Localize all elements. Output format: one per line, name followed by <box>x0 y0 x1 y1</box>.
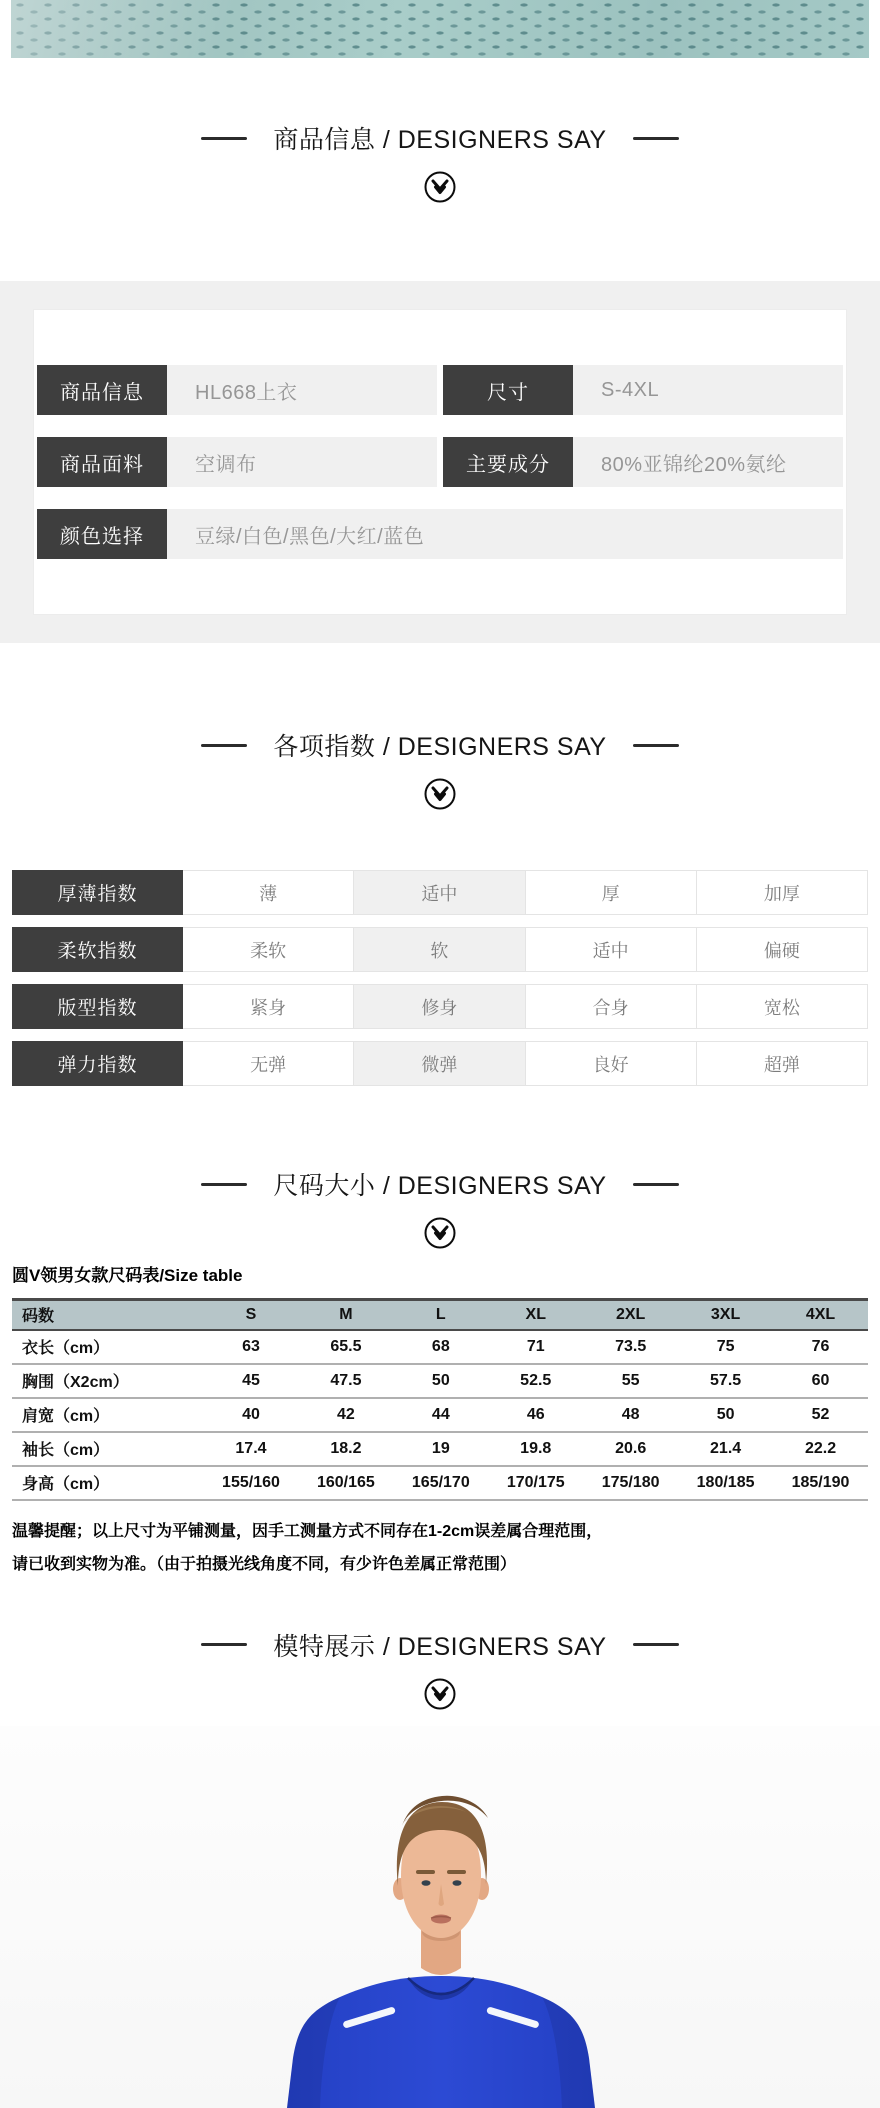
size-cell: 68 <box>393 1330 488 1364</box>
info-label: 商品面料 <box>37 437 167 487</box>
size-header-cell: 2XL <box>583 1300 678 1330</box>
info-label: 商品信息 <box>37 365 167 415</box>
size-header-cell: S <box>204 1300 299 1330</box>
size-row <box>12 1466 868 1500</box>
index-row <box>12 1041 868 1086</box>
size-header-cell: 3XL <box>678 1300 773 1330</box>
index-cell: 超弹 <box>697 1041 868 1086</box>
size-cell: 180/185 <box>678 1466 773 1500</box>
model-photo <box>0 1726 880 2108</box>
size-cell: 42 <box>298 1398 393 1432</box>
info-label: 颜色选择 <box>37 509 167 559</box>
fabric-texture-image <box>11 0 869 58</box>
header-dash-right <box>633 1643 679 1646</box>
size-cell: 165/170 <box>393 1466 488 1500</box>
index-cell: 柔软 <box>183 927 354 972</box>
size-cell: 60 <box>773 1364 868 1398</box>
size-note-line: 温馨提醒；以上尺寸为平铺测量，因手工测量方式不同存在1-2cm误差属合理范围， <box>12 1522 603 1540</box>
size-row-label: 胸围（X2cm） <box>12 1364 204 1398</box>
section-header-size <box>0 1166 880 1202</box>
size-table-caption: 圆V领男女款尺码表/Size table <box>12 1266 243 1285</box>
info-row <box>37 365 843 415</box>
section-header-model <box>0 1627 880 1663</box>
size-cell: 185/190 <box>773 1466 868 1500</box>
info-value: HL668上衣 <box>167 365 437 415</box>
size-cell: 18.2 <box>298 1432 393 1466</box>
size-cell: 155/160 <box>204 1466 299 1500</box>
index-cell: 偏硬 <box>697 927 868 972</box>
index-label: 弹力指数 <box>12 1041 183 1086</box>
size-cell: 65.5 <box>298 1330 393 1364</box>
index-table <box>12 870 868 1086</box>
size-cell: 50 <box>393 1364 488 1398</box>
chevron-down-icon[interactable] <box>422 776 458 812</box>
size-cell: 50 <box>678 1398 773 1432</box>
info-value: 豆绿/白色/黑色/大红/蓝色 <box>167 509 843 559</box>
section-title: 模特展示 / DESIGNERS SAY <box>273 1632 607 1661</box>
size-note-line: 请已收到实物为准。（由于拍摄光线角度不同，有少许色差属正常范围） <box>12 1555 517 1573</box>
header-dash-left <box>201 137 247 140</box>
model-photo-illustration <box>0 1726 880 2108</box>
size-cell: 19 <box>393 1432 488 1466</box>
size-cell: 22.2 <box>773 1432 868 1466</box>
size-cell: 52 <box>773 1398 868 1432</box>
index-cell: 合身 <box>526 984 697 1029</box>
size-cell: 175/180 <box>583 1466 678 1500</box>
header-dash-right <box>633 744 679 747</box>
index-cell: 软 <box>354 927 525 972</box>
index-cell: 紧身 <box>183 984 354 1029</box>
size-row <box>12 1330 868 1364</box>
section-header-index <box>0 727 880 763</box>
info-value: 空调布 <box>167 437 437 487</box>
size-header-row <box>12 1300 868 1330</box>
size-cell: 44 <box>393 1398 488 1432</box>
index-row <box>12 870 868 915</box>
index-row <box>12 984 868 1029</box>
header-dash-left <box>201 1643 247 1646</box>
index-cell: 适中 <box>526 927 697 972</box>
size-cell: 57.5 <box>678 1364 773 1398</box>
header-dash-right <box>633 137 679 140</box>
chevron-down-icon[interactable] <box>422 1215 458 1251</box>
info-label: 尺寸 <box>443 365 573 415</box>
size-header-cell: L <box>393 1300 488 1330</box>
size-cell: 45 <box>204 1364 299 1398</box>
size-cell: 47.5 <box>298 1364 393 1398</box>
size-cell: 21.4 <box>678 1432 773 1466</box>
size-cell: 63 <box>204 1330 299 1364</box>
size-row <box>12 1398 868 1432</box>
size-table <box>12 1298 868 1501</box>
size-cell: 170/175 <box>488 1466 583 1500</box>
size-header-cell: 4XL <box>773 1300 868 1330</box>
product-info-card <box>33 309 847 615</box>
info-row <box>37 509 843 559</box>
size-cell: 160/165 <box>298 1466 393 1500</box>
index-cell: 良好 <box>526 1041 697 1086</box>
size-notes <box>12 1515 868 1581</box>
index-cell: 厚 <box>526 870 697 915</box>
index-cell: 薄 <box>183 870 354 915</box>
chevron-down-icon[interactable] <box>422 169 458 205</box>
index-cell: 微弹 <box>354 1041 525 1086</box>
info-value: 80%亚锦纶20%氨纶 <box>573 437 843 487</box>
header-dash-right <box>633 1183 679 1186</box>
size-cell: 19.8 <box>488 1432 583 1466</box>
size-cell: 20.6 <box>583 1432 678 1466</box>
size-cell: 52.5 <box>488 1364 583 1398</box>
info-row <box>37 437 843 487</box>
size-row-label: 袖长（cm） <box>12 1432 204 1466</box>
index-label: 厚薄指数 <box>12 870 183 915</box>
index-cell: 修身 <box>354 984 525 1029</box>
size-cell: 71 <box>488 1330 583 1364</box>
index-cell: 加厚 <box>697 870 868 915</box>
info-label: 主要成分 <box>443 437 573 487</box>
size-header-cell: M <box>298 1300 393 1330</box>
chevron-down-icon[interactable] <box>422 1676 458 1712</box>
size-cell: 55 <box>583 1364 678 1398</box>
product-info-band <box>0 281 880 643</box>
size-cell: 75 <box>678 1330 773 1364</box>
section-title: 各项指数 / DESIGNERS SAY <box>273 733 607 761</box>
header-dash-left <box>201 744 247 747</box>
size-cell: 76 <box>773 1330 868 1364</box>
size-cell: 40 <box>204 1398 299 1432</box>
section-title: 尺码大小 / DESIGNERS SAY <box>273 1172 607 1200</box>
index-label: 柔软指数 <box>12 927 183 972</box>
index-row <box>12 927 868 972</box>
index-cell: 无弹 <box>183 1041 354 1086</box>
index-label: 版型指数 <box>12 984 183 1029</box>
header-dash-left <box>201 1183 247 1186</box>
size-row <box>12 1432 868 1466</box>
size-cell: 48 <box>583 1398 678 1432</box>
section-title: 商品信息 / DESIGNERS SAY <box>273 126 607 154</box>
size-cell: 17.4 <box>204 1432 299 1466</box>
size-row <box>12 1364 868 1398</box>
size-row-label: 肩宽（cm） <box>12 1398 204 1432</box>
size-row-label: 衣长（cm） <box>12 1330 204 1364</box>
index-cell: 宽松 <box>697 984 868 1029</box>
size-cell: 73.5 <box>583 1330 678 1364</box>
section-header-product-info <box>0 120 880 156</box>
info-value: S-4XL <box>573 365 843 415</box>
size-row-label: 身高（cm） <box>12 1466 204 1500</box>
size-cell: 46 <box>488 1398 583 1432</box>
size-header-cell: XL <box>488 1300 583 1330</box>
index-cell: 适中 <box>354 870 525 915</box>
size-header-cell: 码数 <box>12 1300 204 1330</box>
